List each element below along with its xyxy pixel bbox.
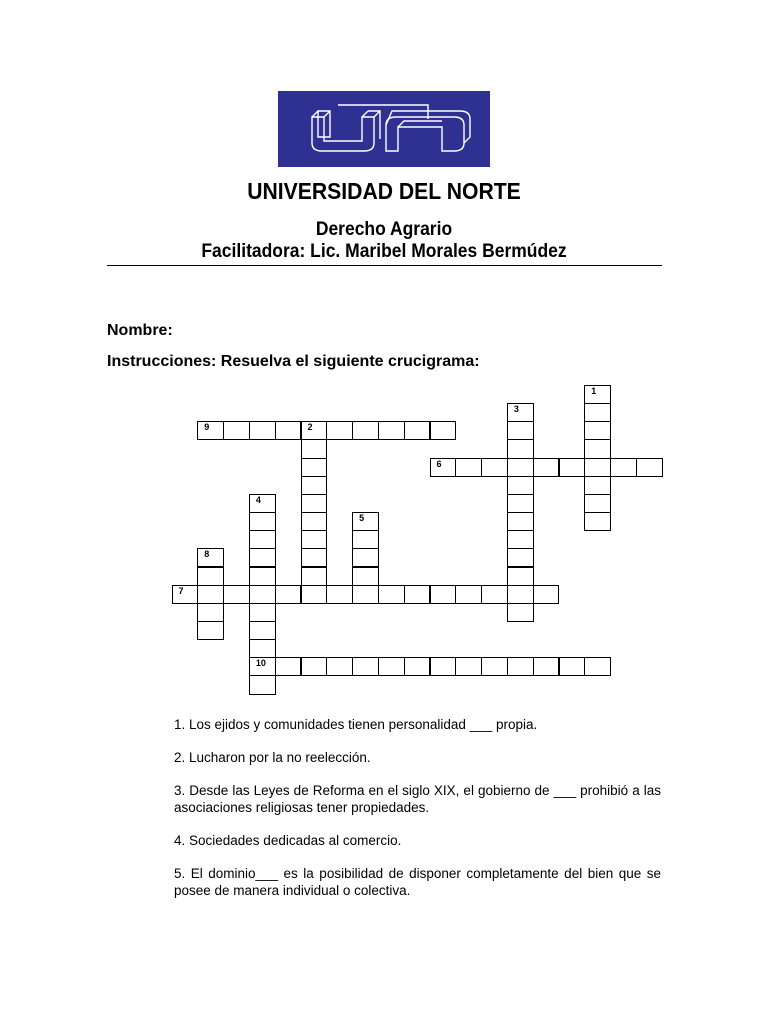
crossword-cell[interactable] (378, 585, 405, 604)
crossword-cell[interactable] (584, 512, 611, 531)
clue-item: 5. El dominio___ es la posibilidad de disponer completamente del bien que se posee de manera individual o colectiva. (174, 866, 661, 898)
crossword-cell[interactable] (197, 585, 224, 604)
crossword-cell[interactable] (197, 548, 224, 567)
crossword-cell[interactable] (301, 421, 328, 440)
name-label: Nombre: (107, 322, 173, 339)
crossword-cell[interactable] (223, 585, 250, 604)
crossword-cell[interactable] (301, 458, 328, 477)
crossword-cell[interactable] (352, 421, 379, 440)
crossword-cell[interactable] (610, 458, 637, 477)
crossword-cell[interactable] (197, 621, 224, 640)
crossword-cell[interactable] (223, 421, 250, 440)
clue-item: 4. Sociedades dedicadas al comercio. (174, 833, 402, 848)
clue-number: 7 (178, 585, 184, 596)
crossword-cell[interactable] (249, 548, 276, 567)
clue-number: 8 (204, 549, 210, 560)
crossword-cell[interactable] (507, 476, 534, 495)
crossword-cell[interactable] (352, 657, 379, 676)
crossword-cell[interactable] (636, 458, 663, 477)
crossword-cell[interactable] (430, 421, 457, 440)
crossword-cell[interactable] (430, 657, 457, 676)
university-name: UNIVERSIDAD DEL NORTE (247, 178, 521, 204)
crossword-cell[interactable] (430, 458, 457, 477)
crossword-cell[interactable] (275, 657, 302, 676)
crossword-cell[interactable] (249, 512, 276, 531)
crossword-cell[interactable] (301, 548, 328, 567)
crossword-cell[interactable] (533, 657, 560, 676)
crossword-cell[interactable] (326, 657, 353, 676)
facilitator-name: Facilitadora: Lic. Maribel Morales Bermúdez (201, 241, 567, 262)
crossword-cell[interactable] (378, 421, 405, 440)
crossword-cell[interactable] (559, 657, 586, 676)
crossword-cell[interactable] (197, 421, 224, 440)
crossword-cell[interactable] (584, 476, 611, 495)
crossword-cell[interactable] (301, 567, 328, 586)
crossword-cell[interactable] (507, 567, 534, 586)
course-title: Derecho Agrario (315, 219, 453, 240)
instructions-label: Instrucciones: Resuelva el siguiente crucigrama: (107, 353, 480, 370)
crossword-cell[interactable] (249, 657, 276, 676)
crossword-cell[interactable] (301, 494, 328, 513)
crossword-cell[interactable] (507, 530, 534, 549)
crossword-cell[interactable] (301, 585, 328, 604)
crossword-cell[interactable] (584, 421, 611, 440)
clue-list (174, 716, 661, 915)
clue-number: 6 (436, 458, 442, 469)
crossword-cell[interactable] (533, 458, 560, 477)
crossword-cell[interactable] (326, 585, 353, 604)
crossword-cell[interactable] (249, 639, 276, 658)
crossword-cell[interactable] (481, 458, 508, 477)
crossword-cell[interactable] (275, 585, 302, 604)
crossword-cell[interactable] (301, 439, 328, 458)
crossword-cell[interactable] (249, 675, 276, 694)
crossword-cell[interactable] (352, 567, 379, 586)
crossword-cell[interactable] (455, 585, 482, 604)
crossword-cell[interactable] (584, 403, 611, 422)
crossword-cell[interactable] (507, 494, 534, 513)
crossword-cell[interactable] (249, 494, 276, 513)
clue-number: 10 (255, 658, 266, 669)
crossword-cell[interactable] (197, 567, 224, 586)
clue-number: 5 (359, 513, 365, 524)
crossword-cell[interactable] (352, 512, 379, 531)
crossword-cell[interactable] (197, 603, 224, 622)
crossword-cell[interactable] (455, 657, 482, 676)
crossword-cell[interactable] (249, 603, 276, 622)
crossword-cell[interactable] (584, 385, 611, 404)
crossword-cell[interactable] (507, 603, 534, 622)
crossword-cell[interactable] (584, 458, 611, 477)
crossword-cell[interactable] (404, 657, 431, 676)
crossword-cell[interactable] (249, 421, 276, 440)
crossword-cell[interactable] (584, 494, 611, 513)
crossword-cell[interactable] (249, 530, 276, 549)
crossword-cell[interactable] (404, 585, 431, 604)
crossword-cell[interactable] (172, 585, 199, 604)
crossword-cell[interactable] (481, 585, 508, 604)
crossword-cell[interactable] (301, 476, 328, 495)
crossword-cell[interactable] (507, 585, 534, 604)
crossword-cell[interactable] (352, 548, 379, 567)
clue-item: 2. Lucharon por la no reelección. (174, 750, 371, 765)
clue-number: 4 (255, 494, 261, 505)
crossword-cell[interactable] (559, 458, 586, 477)
crossword-cell[interactable] (352, 530, 379, 549)
clue-item: 3. Desde las Leyes de Reforma en el siglo XIX, el gobierno de ___ prohibió a las asociaciones religiosas tener propiedades. (174, 783, 661, 815)
crossword-cell[interactable] (301, 657, 328, 676)
crossword-cell[interactable] (249, 621, 276, 640)
crossword-cell[interactable] (249, 585, 276, 604)
clue-number: 9 (204, 422, 210, 433)
clue-number: 3 (513, 404, 519, 415)
crossword-cell[interactable] (378, 657, 405, 676)
clue-number: 1 (591, 386, 597, 396)
crossword-cell[interactable] (584, 657, 611, 676)
crossword-cell[interactable] (301, 530, 328, 549)
crossword-cell[interactable] (404, 421, 431, 440)
crossword-cell[interactable] (481, 657, 508, 676)
crossword-cell[interactable] (584, 439, 611, 458)
crossword-cell[interactable] (326, 421, 353, 440)
clue-number: 2 (307, 422, 313, 433)
crossword-cell[interactable] (533, 585, 560, 604)
crossword-cell[interactable] (430, 585, 457, 604)
crossword-cell[interactable] (507, 512, 534, 531)
clue-item: 1. Los ejidos y comunidades tienen personalidad ___ propia. (174, 717, 538, 732)
crossword-cell[interactable] (275, 421, 302, 440)
crossword-cell[interactable] (507, 458, 534, 477)
crossword-cell[interactable] (507, 421, 534, 440)
crossword-cell[interactable] (507, 657, 534, 676)
crossword-cell[interactable] (249, 567, 276, 586)
crossword-cell[interactable] (507, 403, 534, 422)
crossword-cell[interactable] (507, 548, 534, 567)
crossword-cell[interactable] (301, 512, 328, 531)
crossword-cell[interactable] (352, 585, 379, 604)
crossword-cell[interactable] (507, 439, 534, 458)
crossword-cell[interactable] (455, 458, 482, 477)
